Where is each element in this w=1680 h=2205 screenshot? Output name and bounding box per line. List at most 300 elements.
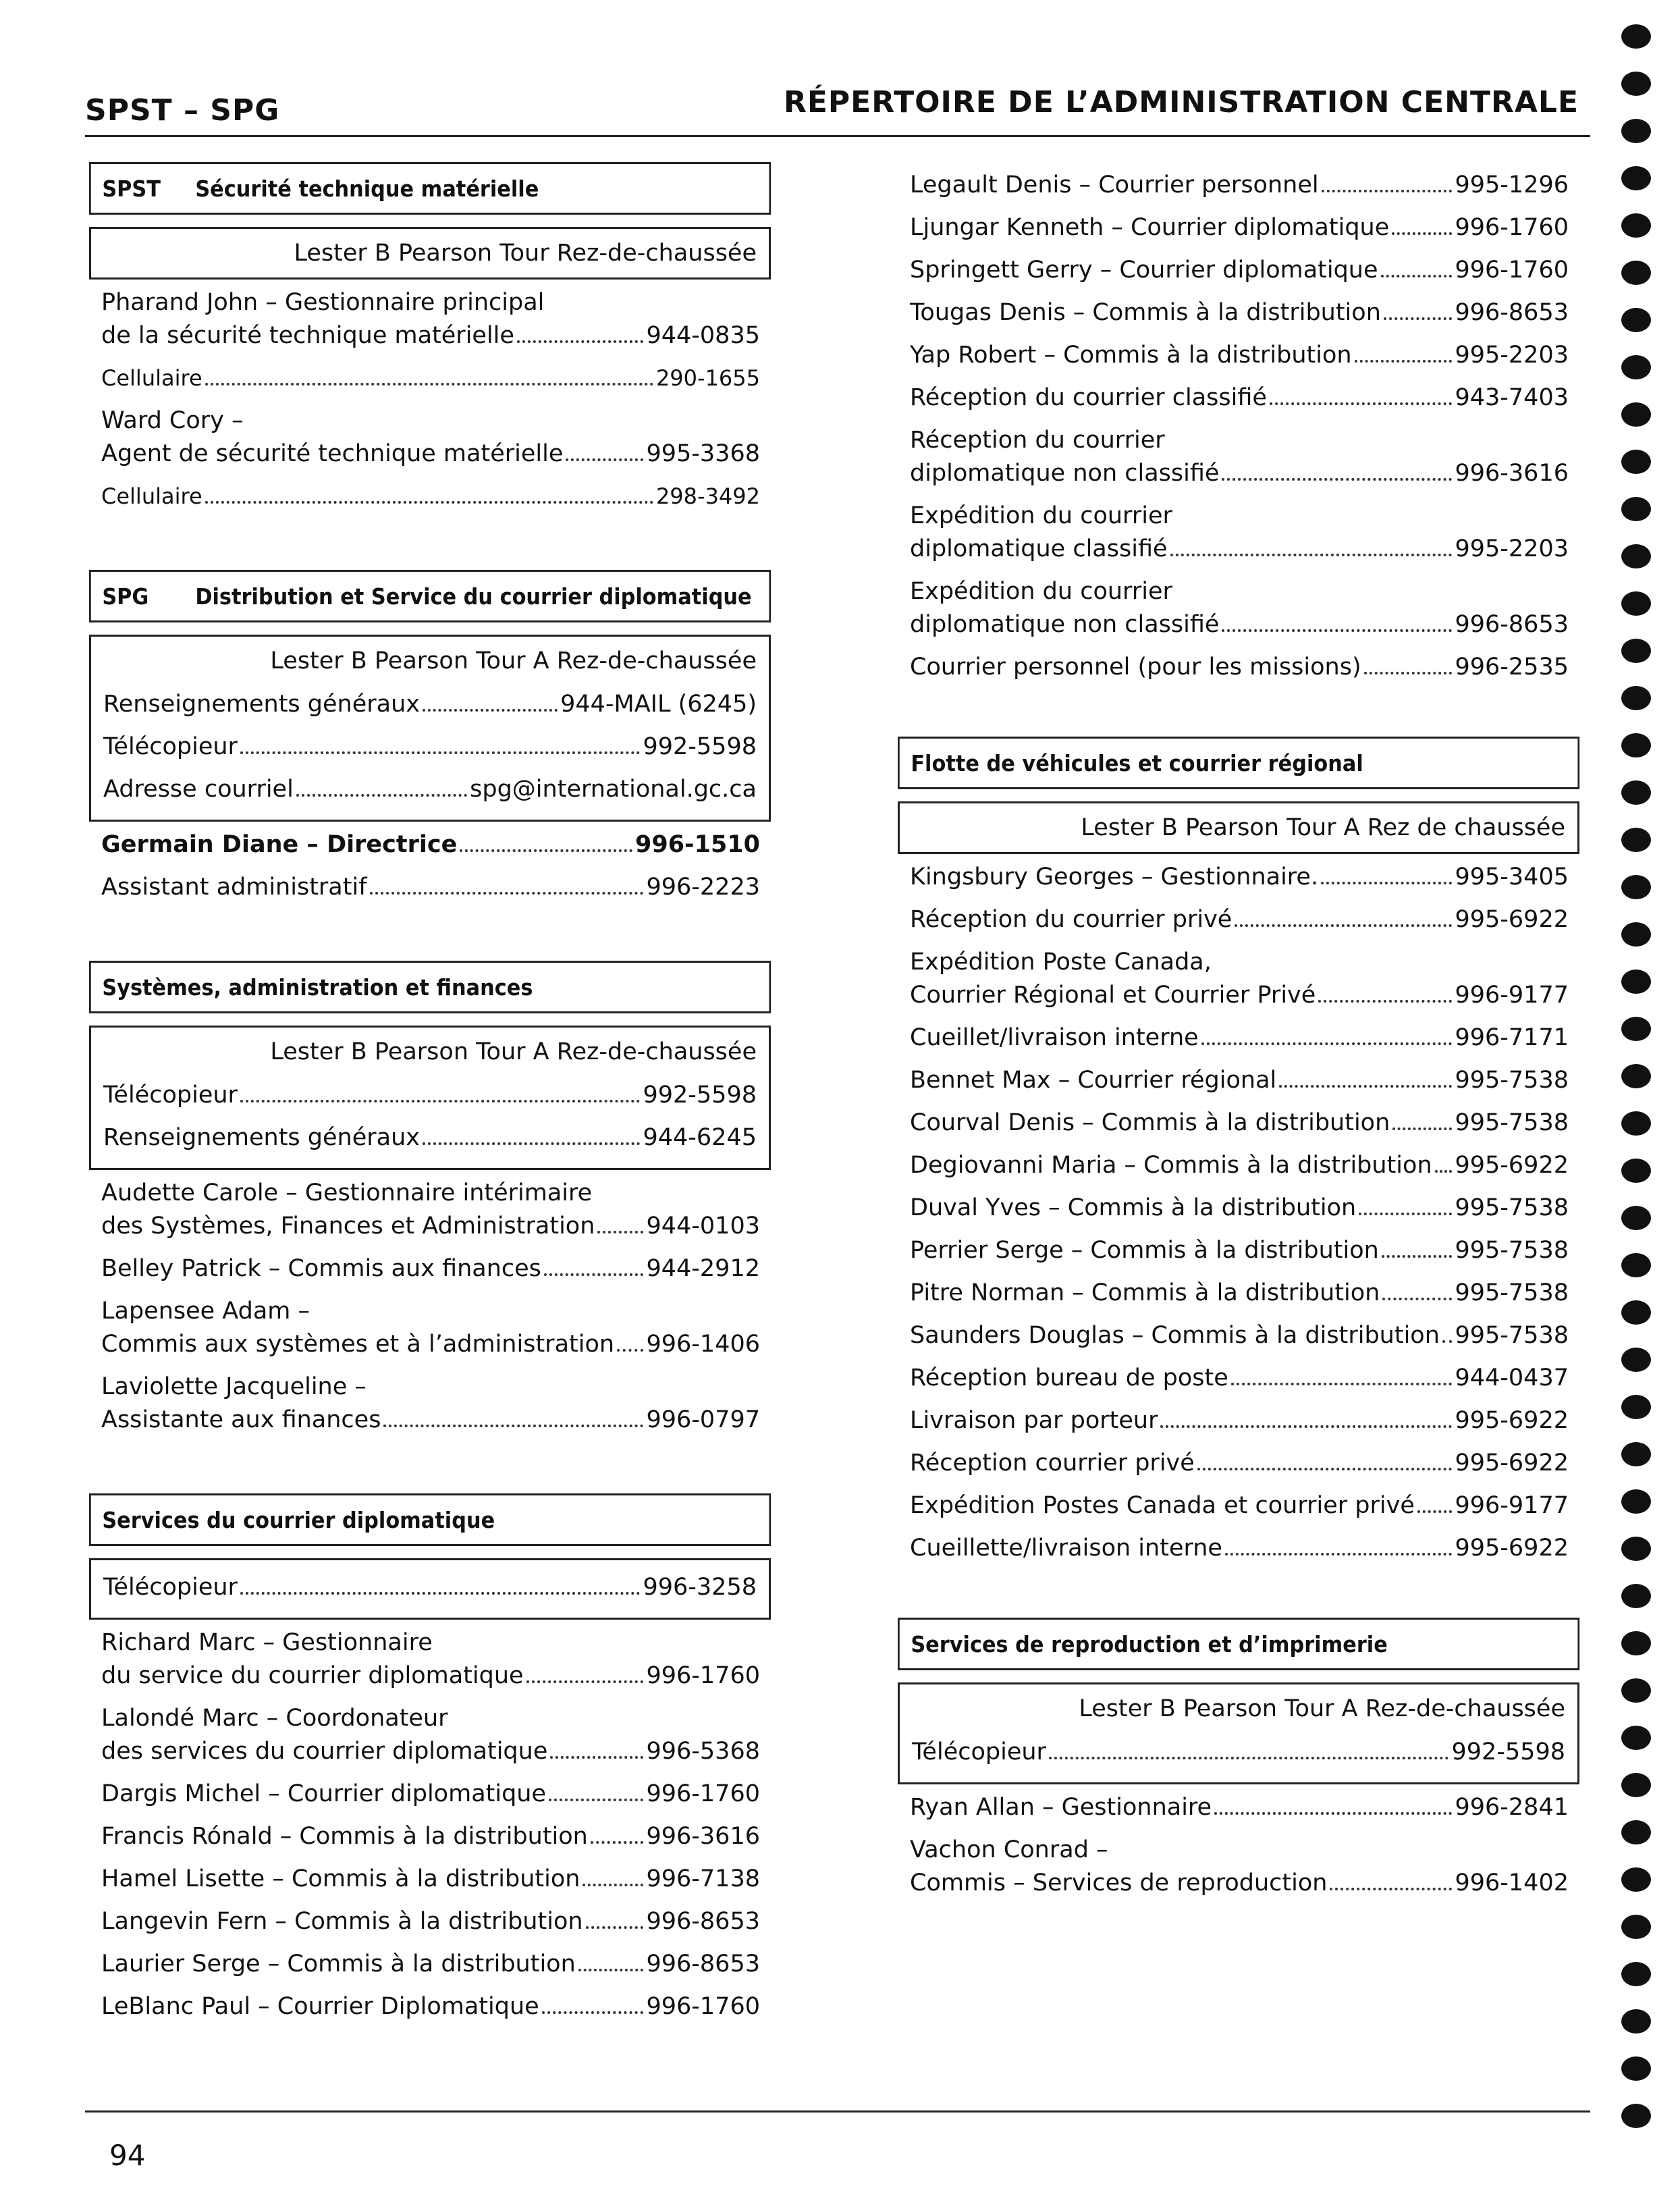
dot-leader <box>1222 629 1452 632</box>
entry-phone: 298-3492 <box>655 483 760 509</box>
directory-entry <box>910 339 1569 372</box>
directory-entry <box>910 1021 1569 1055</box>
dot-leader <box>1279 1085 1452 1088</box>
directory-entry <box>912 1736 1565 1769</box>
entry-phone: 944-0103 <box>646 1213 760 1240</box>
entry-line: Laviolette Jacqueline – <box>101 1373 367 1400</box>
entry-leader-line <box>910 533 1569 566</box>
entry-leader-line <box>103 730 757 764</box>
entry-phone: 996-5368 <box>646 1738 760 1765</box>
entry-leader-line <box>101 1778 760 1811</box>
entry-phone: 995-6922 <box>1455 1407 1569 1434</box>
directory-entry <box>910 575 1569 641</box>
entry-phone: 996-9177 <box>1455 1492 1569 1519</box>
dot-leader <box>1435 1170 1453 1173</box>
section-title-text: Services de reproduction et d’imprimerie <box>911 1630 1388 1657</box>
entry-name: diplomatique non classifié <box>910 611 1220 638</box>
entry-leader-line <box>910 1107 1569 1140</box>
entry-name: Assistante aux finances <box>101 1406 381 1433</box>
entry-leader-line <box>101 1404 760 1437</box>
directory-entry <box>101 1177 760 1243</box>
dot-leader <box>423 709 558 712</box>
section-title-text: Distribution et Service du courrier diplomatique <box>195 583 752 610</box>
binding-hole <box>1621 1820 1651 1844</box>
directory-entry <box>910 254 1569 287</box>
entry-leader-line <box>101 319 760 352</box>
entry-phone: 995-2203 <box>1455 535 1569 562</box>
directory-entry <box>101 1990 760 2023</box>
entry-leader-line <box>103 1571 757 1604</box>
entry-leader-line <box>910 211 1569 244</box>
binding-hole <box>1621 402 1651 427</box>
directory-entry <box>910 1064 1569 1097</box>
location-text: Lester B Pearson Tour A Rez-de-chaussée <box>270 647 757 674</box>
dot-leader <box>1235 924 1452 927</box>
entry-leader-line <box>910 1791 1569 1824</box>
entry-line: Audette Carole – Gestionnaire intérimaire <box>101 1179 593 1206</box>
dot-leader <box>582 1884 643 1886</box>
binding-hole <box>1621 2056 1651 2081</box>
entry-name: Télécopieur <box>103 1082 238 1109</box>
dot-leader <box>370 892 644 895</box>
entry-name: Renseignements généraux <box>103 1124 420 1151</box>
entry-leader-line <box>101 828 760 861</box>
entry-phone: 996-1402 <box>1455 1869 1569 1896</box>
location-box <box>898 1682 1579 1784</box>
directory-section <box>89 162 771 513</box>
location-text: Lester B Pearson Tour Rez-de-chaussée <box>294 240 757 267</box>
binding-hole <box>1621 213 1651 238</box>
entry-phone: 996-1760 <box>646 1780 760 1807</box>
dot-leader <box>383 1425 643 1427</box>
entry-name: Legault Denis – Courrier personnel <box>910 171 1319 198</box>
entry-phone: 996-3616 <box>646 1823 760 1850</box>
section-gap <box>89 523 771 570</box>
entry-phone: 944-0835 <box>646 322 760 349</box>
entry-leader-line <box>910 861 1569 894</box>
entry-phone: 996-7171 <box>1455 1024 1569 1051</box>
entry-name: Cellulaire <box>101 483 202 509</box>
entry-leader-line <box>101 1252 760 1285</box>
dot-leader <box>1201 1042 1453 1045</box>
entry-name: Réception du courrier privé <box>910 906 1232 933</box>
directory-entry <box>910 1489 1569 1522</box>
directory-entry <box>910 381 1569 415</box>
binding-hole <box>1621 2104 1651 2128</box>
entry-leader-line <box>910 1447 1569 1480</box>
directory-section <box>898 1618 1579 1900</box>
directory-entry <box>103 773 757 806</box>
page-number: 94 <box>109 2139 146 2172</box>
dot-leader <box>1321 882 1452 884</box>
entry-line: Ward Cory – <box>101 407 244 434</box>
binding-hole <box>1621 1206 1651 1230</box>
directory-entry <box>910 1192 1569 1225</box>
entry-leader-line <box>910 254 1569 287</box>
entry-leader-line <box>910 1362 1569 1395</box>
binding-hole <box>1621 1111 1651 1136</box>
section-title <box>89 162 771 215</box>
binding-hole <box>1621 166 1651 190</box>
entry-phone: 996-1760 <box>1455 257 1569 284</box>
entry-name: Télécopieur <box>103 1574 238 1601</box>
entry-phone: 995-7538 <box>1455 1322 1569 1349</box>
directory-entry <box>910 1791 1569 1824</box>
directory-entry <box>101 1626 760 1693</box>
location-box <box>898 801 1579 854</box>
entry-phone: 996-1760 <box>646 1662 760 1689</box>
directory-entry <box>910 1404 1569 1437</box>
entry-name: Saunders Douglas – Commis à la distribution <box>910 1322 1440 1349</box>
entry-leader-line <box>101 362 760 395</box>
directory-entry <box>101 1371 760 1437</box>
entry-phone: spg@international.gc.ca <box>470 776 757 803</box>
entry-line: Lalondé Marc – Coordonateur <box>101 1705 448 1732</box>
entry-name: Courrier Régional et Courrier Privé <box>910 982 1316 1009</box>
entry-leader-line <box>101 1820 760 1853</box>
header-right: RÉPERTOIRE DE L’ADMINISTRATION CENTRALE <box>783 85 1579 119</box>
entry-phone: 995-6922 <box>1455 1152 1569 1179</box>
directory-entry <box>910 1447 1569 1480</box>
entry-leader-line <box>910 1867 1569 1900</box>
section-title <box>89 1493 771 1546</box>
entry-phone: 995-7538 <box>1455 1194 1569 1221</box>
entry-name: LeBlanc Paul – Courrier Diplomatique <box>101 1993 539 2020</box>
dot-leader <box>1214 1812 1452 1815</box>
entry-leader-line <box>101 1210 760 1243</box>
dot-leader <box>586 1926 644 1929</box>
entry-name: Laurier Serge – Commis à la distribution <box>101 1950 576 1977</box>
dot-leader <box>1382 1298 1452 1300</box>
entry-phone: 995-6922 <box>1455 1535 1569 1562</box>
dot-leader <box>617 1349 643 1352</box>
directory-entry <box>910 946 1569 1012</box>
entry-leader-line <box>910 979 1569 1012</box>
entry-phone: 995-6922 <box>1455 906 1569 933</box>
entry-phone: 995-1296 <box>1455 171 1569 198</box>
directory-entry <box>101 1295 760 1361</box>
directory-entry <box>101 1905 760 1938</box>
entry-phone: 996-1760 <box>646 1993 760 2020</box>
location-box <box>89 227 771 280</box>
binding-hole <box>1621 1348 1651 1372</box>
binding-hole <box>1621 24 1651 49</box>
entry-name: Francis Rónald – Commis à la distribution <box>101 1823 588 1850</box>
entry-leader-line <box>103 688 757 721</box>
directory-entry <box>101 1702 760 1768</box>
section-gap <box>898 1574 1579 1618</box>
entry-phone: 996-7138 <box>646 1865 760 1892</box>
dot-leader <box>205 383 653 386</box>
header-left: SPST – SPG <box>85 93 280 128</box>
binding-hole <box>1621 1773 1651 1797</box>
entry-name: Belley Patrick – Commis aux finances <box>101 1255 541 1282</box>
directory-entry <box>910 903 1569 936</box>
binding-hole <box>1621 1915 1651 1939</box>
entry-phone: 996-8653 <box>1455 299 1569 326</box>
directory-entry <box>101 286 760 352</box>
entry-name: Télécopieur <box>912 1738 1046 1765</box>
entry-name: Réception bureau de poste <box>910 1364 1228 1391</box>
location-text: Lester B Pearson Tour A Rez-de-chaussée <box>270 1038 757 1065</box>
entry-name: des Systèmes, Finances et Administration <box>101 1213 595 1240</box>
entry-leader-line <box>910 1149 1569 1182</box>
binding-hole <box>1621 1300 1651 1325</box>
dot-leader <box>1417 1510 1453 1513</box>
entry-name: Perrier Serge – Commis à la distribution <box>910 1237 1379 1264</box>
entry-phone: 943-7403 <box>1455 384 1569 411</box>
entry-line: Vachon Conrad – <box>910 1836 1108 1863</box>
directory-entry <box>910 1532 1569 1565</box>
dot-leader <box>542 2011 644 2014</box>
entry-line: Expédition du courrier <box>910 502 1172 529</box>
entry-leader-line <box>101 1948 760 1981</box>
entry-leader-line <box>910 1532 1569 1565</box>
entry-line: Pharand John – Gestionnaire principal <box>101 289 545 316</box>
entry-leader-line <box>910 1021 1569 1055</box>
entry-line: Réception du courrier <box>910 427 1165 454</box>
binding-hole <box>1621 2009 1651 2034</box>
binding-hole <box>1621 1537 1651 1561</box>
entry-name: Expédition Postes Canada et courrier privé <box>910 1492 1415 1519</box>
entry-name: Livraison par porteur <box>910 1407 1158 1434</box>
entry-name: Ryan Allan – Gestionnaire <box>910 1794 1212 1821</box>
dot-leader <box>1442 1340 1453 1343</box>
binding-hole <box>1621 450 1651 474</box>
entry-name: Ljungar Kenneth – Courrier diplomatique <box>910 214 1390 241</box>
directory-entry <box>910 1149 1569 1182</box>
dot-leader <box>1355 360 1453 363</box>
binding-hole <box>1621 686 1651 710</box>
entry-leader-line <box>910 1277 1569 1310</box>
dot-leader <box>1364 672 1453 674</box>
entry-leader-line <box>103 1079 757 1112</box>
dot-leader <box>549 1799 643 1801</box>
entry-phone: 996-8653 <box>646 1950 760 1977</box>
location-text: Lester B Pearson Tour A Rez de chaussée <box>1081 814 1565 841</box>
entry-name: Réception du courrier classifié <box>910 384 1267 411</box>
right-column <box>898 162 1579 1909</box>
section-title <box>89 570 771 622</box>
directory-entry <box>910 1834 1569 1900</box>
location-box <box>89 635 771 822</box>
directory-entry <box>101 1820 760 1853</box>
entry-leader-line <box>910 1489 1569 1522</box>
dot-leader <box>566 458 643 461</box>
binding-hole <box>1621 1395 1651 1419</box>
entry-name: Courval Denis – Commis à la distribution <box>910 1109 1390 1136</box>
entry-name: Springett Gerry – Courrier diplomatique <box>910 257 1378 284</box>
entry-name: diplomatique classifié <box>910 535 1168 562</box>
entry-leader-line <box>101 1735 760 1768</box>
entry-leader-line <box>910 339 1569 372</box>
dot-leader <box>423 1142 641 1145</box>
dot-leader <box>240 1592 641 1595</box>
dot-leader <box>1225 1553 1453 1556</box>
dot-leader <box>1222 478 1452 481</box>
dot-leader <box>597 1231 643 1233</box>
binding-hole <box>1621 1159 1651 1183</box>
entry-leader-line <box>101 1905 760 1938</box>
dot-leader <box>1392 232 1452 235</box>
entry-line: Expédition Poste Canada, <box>910 949 1212 976</box>
entry-name: Bennet Max – Courrier régional <box>910 1067 1277 1094</box>
binding-hole <box>1621 261 1651 285</box>
entry-phone: 995-6922 <box>1455 1450 1569 1477</box>
directory-section <box>898 169 1579 684</box>
entry-line: Lapensee Adam – <box>101 1298 310 1325</box>
entry-leader-line <box>103 1121 757 1154</box>
dot-leader <box>1384 317 1453 320</box>
binding-hole <box>1621 1867 1651 1892</box>
entry-leader-line <box>103 773 757 806</box>
entry-phone: 944-2912 <box>646 1255 760 1282</box>
dot-leader <box>1160 1425 1452 1428</box>
entry-name: Télécopieur <box>103 733 238 760</box>
directory-entry <box>103 1571 757 1604</box>
directory-entry <box>101 404 760 471</box>
binding-hole <box>1621 828 1651 852</box>
entry-phone: 996-1510 <box>635 831 760 858</box>
section-title <box>89 961 771 1013</box>
directory-entry <box>101 1778 760 1811</box>
entry-name: Cueillet/livraison interne <box>910 1024 1199 1051</box>
dot-leader <box>1382 1255 1453 1258</box>
entry-phone: 995-7538 <box>1455 1279 1569 1306</box>
directory-entry <box>103 1121 757 1154</box>
entry-name: du service du courrier diplomatique <box>101 1662 524 1689</box>
header-rule <box>85 135 1590 137</box>
binding-hole <box>1621 639 1651 663</box>
entry-name: Germain Diane – Directrice <box>101 831 458 858</box>
entry-name: Renseignements généraux <box>103 691 420 718</box>
entry-leader-line <box>910 1319 1569 1352</box>
section-title <box>898 1618 1579 1670</box>
entry-phone: 995-7538 <box>1455 1067 1569 1094</box>
binding-hole <box>1621 1678 1651 1703</box>
dot-leader <box>1197 1468 1453 1470</box>
entry-name: Kingsbury Georges – Gestionnaire. <box>910 864 1319 891</box>
dot-leader <box>460 849 632 852</box>
entry-phone: 996-2535 <box>1455 654 1569 681</box>
entry-leader-line <box>910 651 1569 684</box>
dot-leader <box>240 751 641 754</box>
binding-hole <box>1621 1584 1651 1608</box>
directory-entry <box>101 480 760 513</box>
directory-entry <box>910 1107 1569 1140</box>
section-title <box>898 737 1579 789</box>
binding-holes <box>1621 24 1655 2151</box>
section-title-text: Services du courrier diplomatique <box>102 1506 495 1533</box>
left-column <box>89 162 771 2033</box>
entry-leader-line <box>910 608 1569 641</box>
entry-leader-line <box>910 903 1569 936</box>
entry-phone: 996-9177 <box>1455 982 1569 1009</box>
section-title-text: Systèmes, administration et finances <box>102 974 533 1001</box>
entry-phone: 995-3368 <box>646 440 760 467</box>
entry-phone: 996-2841 <box>1455 1794 1569 1821</box>
directory-entry <box>101 1252 760 1285</box>
entry-phone: 995-3405 <box>1455 864 1569 891</box>
entry-name: Réception courrier privé <box>910 1450 1195 1477</box>
directory-section <box>89 570 771 904</box>
directory-entry <box>910 169 1569 202</box>
directory-entry <box>910 651 1569 684</box>
entry-leader-line <box>912 1736 1565 1769</box>
entry-name: Agent de sécurité technique matérielle <box>101 440 564 467</box>
directory-entry <box>103 688 757 721</box>
entry-name: de la sécurité technique matérielle <box>101 322 514 349</box>
section-gap <box>89 1446 771 1493</box>
entry-leader-line <box>101 480 760 513</box>
section-gap <box>898 693 1579 737</box>
binding-hole <box>1621 119 1651 143</box>
entry-name: Hamel Lisette – Commis à la distribution <box>101 1865 580 1892</box>
entry-phone: 996-0797 <box>646 1406 760 1433</box>
entry-name: Dargis Michel – Courrier diplomatique <box>101 1780 547 1807</box>
dot-leader <box>1322 190 1453 192</box>
directory-entry <box>101 1948 760 1981</box>
dot-leader <box>544 1273 644 1276</box>
entry-name: Duval Yves – Commis à la distribution <box>910 1194 1357 1221</box>
dot-leader <box>1381 275 1453 277</box>
entry-name: Commis – Services de reproduction <box>910 1869 1328 1896</box>
section-code: SPG <box>102 583 149 610</box>
binding-hole <box>1621 1631 1651 1655</box>
location-box <box>89 1558 771 1620</box>
dot-leader <box>1318 1000 1452 1003</box>
dot-leader <box>1170 554 1453 556</box>
entry-phone: 995-7538 <box>1455 1237 1569 1264</box>
section-gap <box>89 913 771 961</box>
entry-leader-line <box>101 1659 760 1693</box>
entry-leader-line <box>910 1064 1569 1097</box>
binding-hole <box>1621 733 1651 758</box>
entry-name: des services du courrier diplomatique <box>101 1738 548 1765</box>
entry-phone: 996-8653 <box>646 1908 760 1935</box>
entry-phone: 995-7538 <box>1455 1109 1569 1136</box>
entry-leader-line <box>910 381 1569 415</box>
binding-hole <box>1621 780 1651 805</box>
directory-entry <box>910 424 1569 490</box>
directory-entry <box>910 1234 1569 1267</box>
directory-entry <box>103 1079 757 1112</box>
dot-leader <box>517 340 644 343</box>
binding-hole <box>1621 969 1651 994</box>
entry-phone: 996-3258 <box>643 1574 757 1601</box>
entry-phone: 992-5598 <box>643 1082 757 1109</box>
dot-leader <box>550 1756 643 1759</box>
section-code: SPST <box>102 175 161 202</box>
entry-leader-line <box>910 169 1569 202</box>
directory-entry <box>910 861 1569 894</box>
entry-name: Cueillette/livraison interne <box>910 1535 1222 1562</box>
entry-phone: 996-3616 <box>1455 460 1569 487</box>
entry-name: diplomatique non classifié <box>910 460 1220 487</box>
dot-leader <box>1231 1383 1453 1385</box>
dot-leader <box>1270 402 1453 405</box>
directory-entry <box>101 1863 760 1896</box>
entry-leader-line <box>910 1404 1569 1437</box>
entry-name: Courrier personnel (pour les missions) <box>910 654 1361 681</box>
directory-entry <box>910 1362 1569 1395</box>
location-text: Lester B Pearson Tour A Rez-de-chaussée <box>1079 1695 1565 1722</box>
entry-phone: 996-2223 <box>646 874 760 901</box>
footer-rule <box>85 2110 1590 2113</box>
directory-entry <box>101 871 760 904</box>
entry-leader-line <box>101 1863 760 1896</box>
entry-phone: 996-8653 <box>1455 611 1569 638</box>
